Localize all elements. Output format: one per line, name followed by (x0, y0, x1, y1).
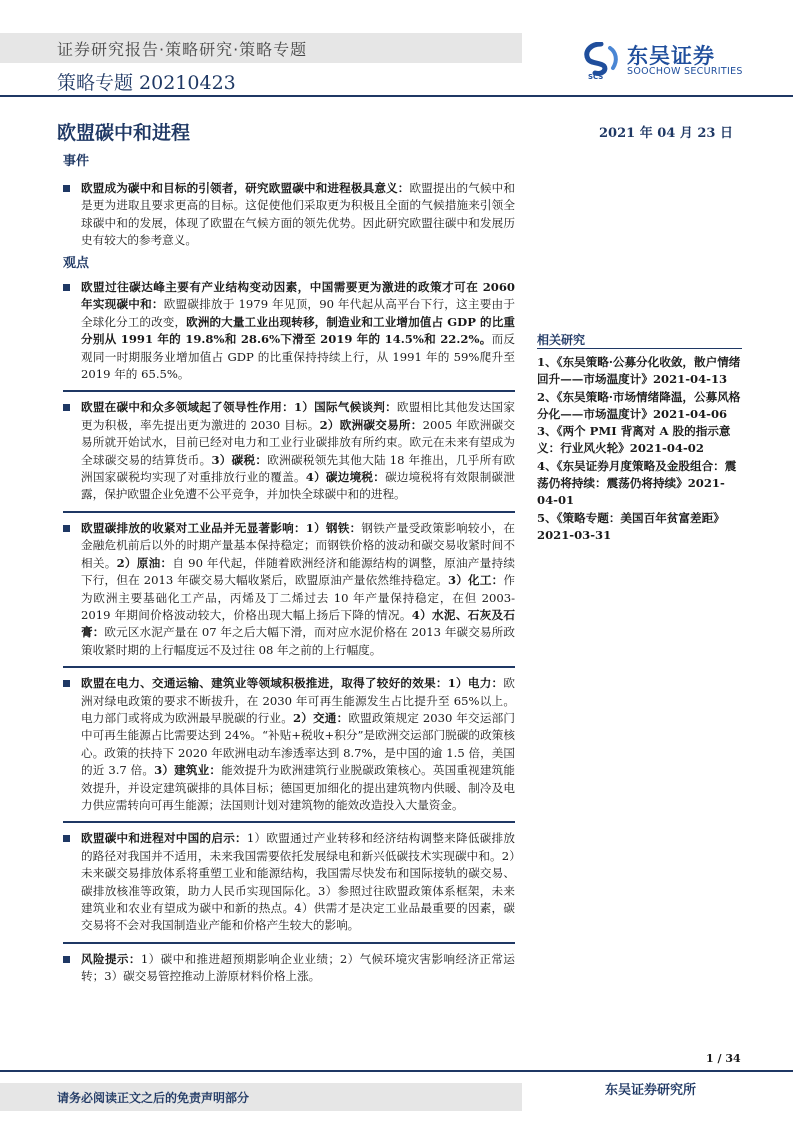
bullet-lead: 欧盟碳中和进程对中国的启示： (81, 831, 247, 846)
bullet-lead: 欧盟在碳中和众多领域起了领导性作用： (81, 400, 294, 415)
bullet-square-icon (63, 185, 70, 192)
bullet-emphasis: 3）建筑业： (154, 763, 222, 778)
bullet-text: 1）欧盟通过产业转移和经济结构调整来降低碳排放的路径对我国并不适用，未来我国需要依托发展绿电和新兴低碳技术实现碳中和。2）未来碳交易排放体系将重塑工业和能源结构，我国需尽快发布和国际接轨的碳交易、碳排放核准等政策，助力人民币实现国际化。3）参照过往欧盟政策体系框架，未来建筑业和农业有望成为碳中和新的热点。4）供需才是决定工业品最重要的因素，碳交易将不会对我国制造业产能和价格产生较大的影响。 (81, 831, 515, 933)
bullet-text: 欧盟提出的气候中和是更为进取且要求更高的目标。这促使他们采取更为积极且全面的气候措施来引领全球碳中和的发展，体现了欧盟在气候方面的领先优势。因此研究欧盟往碳中和发展历史有较大的参考意义。 (81, 181, 515, 248)
bullet-separator (63, 666, 515, 668)
bullet-emphasis: 2）交通： (293, 710, 349, 725)
logo-english-name: SOOCHOW SECURITIES (627, 66, 743, 77)
related-research-divider (537, 348, 742, 349)
bullet-emphasis: 欧洲的大量工业出现转移，制造业和工业增加值占 GDP 的比重分别从 1991 年的 19.8%和 28.6%下滑至 2019 年的 14.5%和 22.2%。 (81, 314, 515, 347)
related-research-item[interactable]: 5、《策略专题：美国百年贫富差距》2021-03-31 (537, 510, 725, 542)
bullet-emphasis: 4）碳边境税： (305, 470, 386, 485)
section-label-event: 事件 (63, 154, 90, 169)
bullet-lead: 欧盟碳排放的收紧对工业品并无显著影响： (81, 520, 306, 535)
related-research-list (537, 354, 742, 544)
bullet-square-icon (63, 835, 70, 842)
section-label-viewpoint: 观点 (63, 256, 90, 271)
bullet-lead: 欧盟成为碳中和目标的引领者，研究欧盟碳中和进程极具意义： (81, 181, 410, 195)
viewpoint-bullet-4 (63, 675, 515, 814)
viewpoint-bullet-5 (63, 830, 515, 934)
report-category: 证券研究报告·策略研究·策略专题 (57, 40, 308, 59)
bullet-emphasis: 2）欧洲碳交易所： (319, 417, 423, 432)
bullet-text: 而反观同一时期服务业增加值占 GDP 的比重保持持续上行，从 1991 年的 59%爬升至 2019 年的 65.5%。 (81, 332, 515, 382)
bullet-emphasis: 3）化工： (448, 573, 504, 588)
header-divider (0, 95, 793, 97)
bullet-text: 钢铁产量受政策影响较小，在金融危机前后以外的时期产量基本保持稳定；而钢铁价格的波动和碳交易收紧时间不相关。 (81, 520, 515, 570)
footer-disclaimer: 请务必阅读正文之后的免责声明部分 (57, 1091, 250, 1105)
bullet-text: 作为欧洲主要基础化工产品，丙烯及丁二烯过去 10 年产量保持稳定，在但 2003-2019 年期间价格波动较大，价格出现大幅上扬后下降的情况。 (81, 573, 515, 622)
viewpoint-bullet-2 (63, 399, 515, 503)
bullet-text: 欧元区水泥产量在 07 年之后大幅下滑，而对应水泥价格在 2013 年碳交易所政策收紧时期的上行幅度远不及过往 08 年之前的上行幅度。 (81, 625, 515, 657)
bullet-separator (63, 821, 515, 823)
event-block (63, 180, 515, 250)
bullet-text: 欧洲对绿电政策的要求不断拔升，在 2030 年可再生能源发生占比提升至 65%以上。电力部门或将成为欧洲最早脱碳的行业。 (81, 676, 515, 725)
bullet-square-icon (63, 284, 70, 291)
bullet-separator (63, 942, 515, 944)
page-number: 1 / 34 (706, 1052, 741, 1065)
bullet-text: 能效提升为欧洲建筑行业脱碳政策核心。英国重视建筑能效提升，并设定建筑碳排的具体目标；德国更加细化的提出建筑物内供暖、制冷及电力供应需转向可再生能源；法国则计划对建筑物的能效改造投入大量资金。 (81, 763, 515, 812)
logo-mark-icon (580, 42, 622, 80)
event-bullet (63, 180, 515, 250)
bullet-text: 欧盟政策规定 2030 年交运部门中可再生能源占比需要达到 24%。“补贴+税收+积分”是欧洲交运部门脱碳的政策核心。政策的扶持下 2020 年欧洲电动车渗透率达到 8.7%，是中国的逾 1.5 倍，美国的近 3.7 倍。 (81, 710, 515, 778)
bullet-square-icon (63, 680, 70, 687)
logo-chinese-name: 东吴证券 (627, 44, 715, 68)
viewpoint-block (63, 279, 515, 986)
bullet-lead: 欧盟在电力、交通运输、建筑业等领域积极推进，取得了较好的效果： (81, 676, 448, 691)
bullet-text: 碳边境税将有效限制碳泄露，保护欧盟企业免遭不公平竞争，并加快全球碳中和的进程。 (81, 470, 515, 502)
footer-divider (0, 1070, 793, 1072)
related-research-item[interactable]: 4、《东吴证券月度策略及金股组合：震荡仍将持续：震荡仍将持续》2021-04-01 (537, 458, 737, 508)
bullet-text: 欧盟碳排放于 1979 年见顶，90 年代起从高平台下行，这主要由于全球化分工的改变， (81, 297, 515, 329)
bullet-separator (63, 390, 515, 392)
bullet-square-icon (63, 404, 70, 411)
bullet-text: 欧盟相比其他发达国家更为积极，率先提出更为激进的 2030 目标。 (81, 400, 515, 432)
bullet-separator (63, 511, 515, 513)
bullet-square-icon (63, 525, 70, 532)
document-title: 欧盟碳中和进程 (57, 122, 191, 144)
footer-institute: 东吴证券研究所 (605, 1083, 697, 1098)
bullet-text: 欧洲碳税领先其他大陆 18 年推出，几乎所有欧洲国家碳税均实现了对重排放行业的覆盖。 (81, 452, 515, 485)
risk-bullet (63, 951, 515, 986)
bullet-emphasis: 1）钢铁： (305, 520, 362, 535)
bullet-emphasis: 1）国际气候谈判： (293, 400, 397, 415)
logo-mark-text: SCS (588, 73, 604, 80)
bullet-emphasis: 4）水泥、石灰及石膏： (81, 607, 515, 640)
bullet-text: 1）碳中和推进超预期影响企业业绩；2）气候环境灾害影响经济正常运转；3）碳交易管控推动上游原材料价格上涨。 (81, 951, 515, 984)
bullet-text: 2005 年欧洲碳交易所就开始试水，目前已经对电力和工业行业碳排放有所约束。欧元在未来有望成为全球碳交易的结算货币。 (81, 417, 515, 467)
bullet-lead: 欧盟过往碳达峰主要有产业结构变动因素，中国需要更为激进的政策才可在 2060 年实现碳中和： (81, 280, 515, 312)
bullet-lead: 风险提示： (81, 951, 141, 966)
related-research-title: 相关研究 (537, 333, 586, 347)
bullet-emphasis: 3）碳税： (211, 452, 268, 467)
viewpoint-bullet-3 (63, 520, 515, 659)
related-research-item[interactable]: 2、《东吴策略·市场情绪降温，公募风格分化——市场温度计》2021-04-06 (537, 389, 741, 421)
document-date: 2021 年 04 月 23 日 (599, 126, 733, 141)
related-research-item[interactable]: 1、《东吴策略·公募分化收敛，散户情绪回升——市场温度计》2021-04-13 (537, 355, 741, 387)
related-research-item[interactable]: 3、《两个 PMI 背离对 A 股的指示意义：行业风火轮》2021-04-02 (537, 424, 731, 456)
bullet-emphasis: 1）电力： (447, 676, 504, 691)
company-logo (580, 42, 622, 84)
bullet-square-icon (63, 956, 70, 963)
bullet-emphasis: 2）原油： (116, 555, 173, 570)
report-id: 策略专题 20210423 (57, 72, 236, 94)
bullet-text: 自 90 年代起，伴随着欧洲经济和能源结构的调整，原油产量持续下行，但在 2013 年碳交易大幅收紧后，欧盟原油产量依然维持稳定。 (81, 555, 515, 588)
viewpoint-bullet-1 (63, 279, 515, 383)
